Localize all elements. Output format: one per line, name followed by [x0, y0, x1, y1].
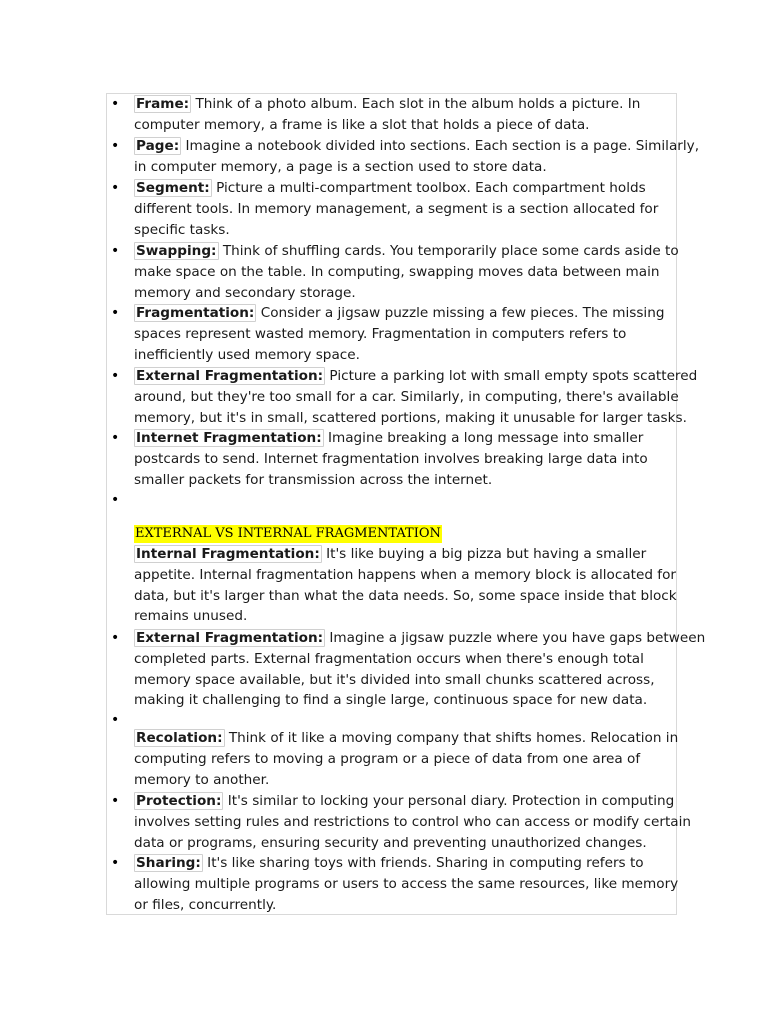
definition-line: make space on the table. In computing, swapping moves data between main — [134, 263, 660, 280]
bullet: • — [111, 793, 120, 809]
definition-line: It's like buying a big pizza but having a smaller — [321, 546, 647, 562]
bullet: • — [111, 180, 120, 196]
definition-line: or files, concurrently. — [134, 896, 277, 913]
bullet: • — [111, 138, 120, 154]
bullet: • — [111, 630, 120, 646]
list-item-frame — [134, 94, 676, 136]
definition-line: making it challenging to find a single large, continuous space for new data. — [134, 692, 648, 709]
definition-line: memory, but it's in small, scattered portions, making it unusable for larger tasks. — [134, 409, 687, 426]
definition-line: memory to another. — [134, 771, 270, 788]
term-recolation: Recolation: — [136, 730, 223, 746]
bullet-empty: • — [111, 712, 120, 728]
term-protection: Protection: — [136, 793, 222, 809]
term-internet-fragmentation: Internet Fragmentation: — [136, 430, 322, 446]
definition-line: appetite. Internal fragmentation happens when a memory block is allocated for — [134, 566, 676, 583]
list-item-internal-fragmentation — [134, 544, 676, 627]
definition-line: Imagine breaking a long message into smaller — [323, 430, 644, 446]
definition-line: data or programs, ensuring security and preventing unauthorized changes. — [134, 834, 647, 851]
definition-line: Think of a photo album. Each slot in the album holds a picture. In — [191, 96, 641, 112]
term-internal-fragmentation: Internal Fragmentation: — [136, 546, 320, 562]
definition-line: allowing multiple programs or users to access the same resources, like memory — [134, 875, 679, 892]
definition-line: Picture a multi-compartment toolbox. Each compartment holds — [211, 180, 646, 196]
bullet: • — [111, 96, 120, 112]
definition-line: Think of it like a moving company that shifts homes. Relocation in — [224, 730, 679, 746]
list-item-external-fragmentation-2 — [134, 628, 706, 711]
definition-line: spaces represent wasted memory. Fragmentation in computers refers to — [134, 325, 627, 342]
list-item-protection — [134, 791, 692, 853]
definition-line: Think of shuffling cards. You temporarily place some cards aside to — [218, 243, 679, 259]
definition-line: remains unused. — [134, 608, 248, 625]
term-page: Page: — [136, 138, 180, 154]
definition-line: specific tasks. — [134, 221, 230, 238]
bullet: • — [111, 368, 120, 384]
bullet: • — [111, 305, 120, 321]
definition-line: completed parts. External fragmentation occurs when there's enough total — [134, 650, 644, 667]
list-item-internet-fragmentation — [134, 428, 676, 490]
definition-line: computer memory, a frame is like a slot that holds a piece of data. — [134, 116, 590, 133]
definition-line: Imagine a notebook divided into sections. Each section is a page. Similarly, — [181, 138, 700, 154]
definition-line: inefficiently used memory space. — [134, 346, 360, 363]
definition-line: around, but they're too small for a car. Similarly, in computing, there's available — [134, 388, 679, 405]
definition-line: It's like sharing toys with friends. Sharing in computing refers to — [202, 855, 644, 871]
list-item-segment — [134, 178, 676, 240]
term-external-fragmentation: External Fragmentation: — [136, 368, 324, 384]
definition-line: Picture a parking lot with small empty spots scattered — [325, 368, 698, 384]
list-item-fragmentation — [134, 303, 676, 365]
definition-line: data, but it's larger than what the data needs. So, some space inside that block — [134, 587, 677, 604]
list-item-external-fragmentation — [134, 366, 698, 428]
definition-line: smaller packets for transmission across the internet. — [134, 471, 493, 488]
term-sharing: Sharing: — [136, 855, 201, 871]
bullet: • — [111, 243, 120, 259]
definition-line: different tools. In memory management, a segment is a section allocated for — [134, 200, 659, 217]
bullet: • — [111, 855, 120, 871]
term-segment: Segment: — [136, 180, 210, 196]
definition-line: in computer memory, a page is a section used to store data. — [134, 158, 547, 175]
list-item-swapping — [134, 241, 679, 303]
section-heading: EXTERNAL VS INTERNAL FRAGMENTATION — [135, 526, 441, 541]
definition-line: Consider a jigsaw puzzle missing a few pieces. The missing — [256, 305, 665, 321]
term-external-fragmentation: External Fragmentation: — [136, 630, 324, 646]
bullet: • — [111, 430, 120, 446]
definition-line: postcards to send. Internet fragmentation involves breaking large data into — [134, 450, 648, 467]
term-frame: Frame: — [136, 96, 190, 112]
definition-line: Imagine a jigsaw puzzle where you have gaps between — [325, 630, 706, 646]
term-fragmentation: Fragmentation: — [136, 305, 255, 321]
term-swapping: Swapping: — [136, 243, 217, 259]
list-item-sharing — [134, 853, 679, 915]
definition-line: memory space available, but it's divided into small chunks scattered across, — [134, 671, 655, 688]
definition-line: computing refers to moving a program or a piece of data from one area of — [134, 750, 641, 767]
definition-line: involves setting rules and restrictions to control who can access or modify certain — [134, 813, 692, 830]
definition-line: It's similar to locking your personal diary. Protection in computing — [223, 793, 675, 809]
list-item-recolation — [134, 728, 679, 790]
bullet-empty: • — [111, 492, 120, 508]
list-item-page — [134, 136, 700, 178]
definition-line: memory and secondary storage. — [134, 284, 356, 301]
